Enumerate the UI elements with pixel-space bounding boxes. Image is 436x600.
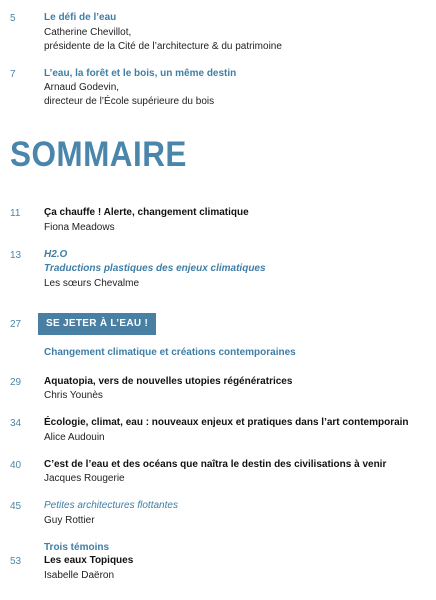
- entry-subtitle: Traductions plastiques des enjeux climatiques: [44, 263, 266, 274]
- entry-title: L’eau, la forêt et le bois, un même destin: [44, 68, 237, 79]
- entry-title: Les eaux Topiques: [44, 555, 134, 566]
- page-number: 13: [10, 250, 22, 261]
- section-label: SE JETER À L’EAU !: [38, 313, 156, 335]
- page-number: 5: [10, 13, 16, 24]
- page-number: 53: [10, 556, 22, 567]
- section-subheading: Changement climatique et créations contemporaines: [44, 347, 296, 358]
- entry-title: Petites architectures flottantes: [44, 500, 178, 511]
- entry-title: H2.O: [44, 249, 68, 260]
- entry-title: Ça chauffe ! Alerte, changement climatique: [44, 207, 249, 218]
- page-number: 34: [10, 418, 22, 429]
- entry-author: Alice Audouin: [44, 432, 105, 443]
- page-number: 45: [10, 501, 22, 512]
- entry-author: Isabelle Daëron: [44, 570, 115, 581]
- entry-author: Guy Rottier: [44, 515, 95, 526]
- page-number: 40: [10, 460, 22, 471]
- page-number: 27: [10, 319, 22, 330]
- entry-author: Les sœurs Chevalme: [44, 278, 140, 289]
- entry-author: Arnaud Godevin,: [44, 82, 120, 93]
- entry-author: Jacques Rougerie: [44, 473, 125, 484]
- page-number: 7: [10, 69, 16, 80]
- witnesses-label: Trois témoins: [44, 542, 110, 553]
- page-number: 29: [10, 377, 22, 388]
- entry-title: Aquatopia, vers de nouvelles utopies régénératrices: [44, 376, 293, 387]
- entry-author-role: directeur de l’École supérieure du bois: [44, 96, 215, 107]
- entry-author: Fiona Meadows: [44, 222, 115, 233]
- page-title: SOMMAIRE: [10, 135, 187, 174]
- entry-title: C’est de l’eau et des océans que naîtra le destin des civilisations à venir: [44, 459, 387, 470]
- entry-author-role: présidente de la Cité de l’architecture & du patrimoine: [44, 41, 282, 52]
- page-number: 11: [10, 208, 21, 219]
- entry-author: Catherine Chevillot,: [44, 27, 132, 38]
- entry-author: Chris Younès: [44, 390, 103, 401]
- entry-title: Écologie, climat, eau : nouveaux enjeux et pratiques dans l’art contemporain: [44, 417, 409, 428]
- entry-title: Le défi de l’eau: [44, 12, 117, 23]
